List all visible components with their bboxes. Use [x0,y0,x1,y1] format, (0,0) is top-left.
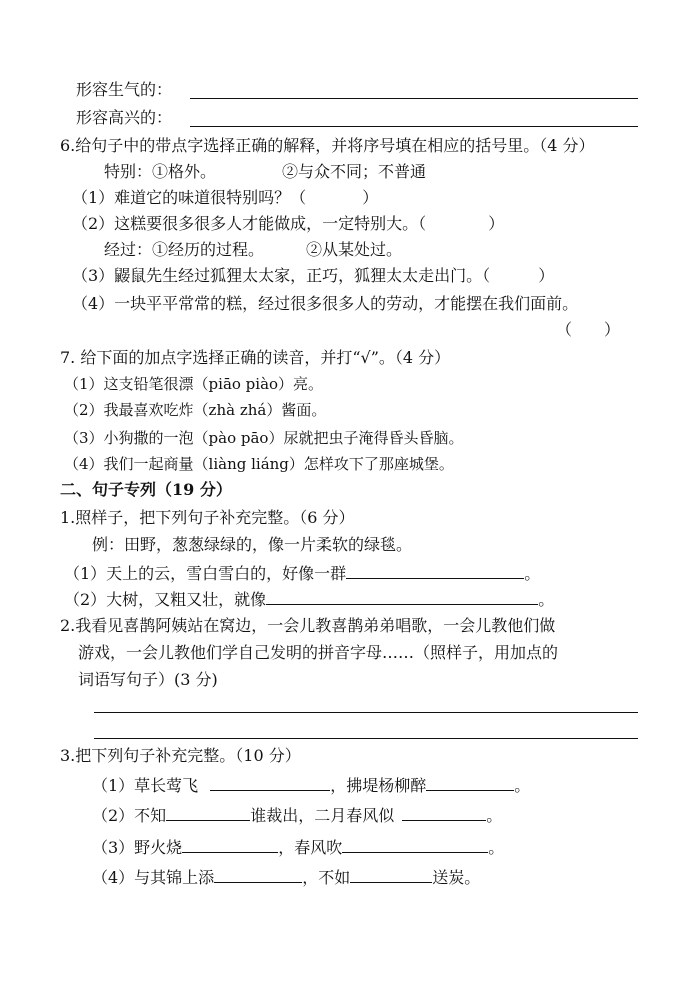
blank-1-2[interactable] [266,588,538,605]
blank-3-1a[interactable] [210,774,330,791]
sentence-3-3: （3）野火烧 ，春风吹 。 [92,838,505,857]
answer-line-angry[interactable] [190,98,638,99]
question-6-3: （3）鼹鼠先生经过狐狸太太家，正巧，狐狸太太走出门。（ ） [72,266,555,285]
sentence-2-line-3: 词语写句子）(3 分) [78,670,218,689]
question-7-3: （3）小狗撒的一泡（pào pāo）尿就把虫子淹得昏头昏脑。 [64,429,464,447]
question-7-4: （4）我们一起商量（liàng liáng）怎样攻下了那座城堡。 [64,455,454,473]
sentence-1-1: （1）天上的云，雪白雪白的，好像一群 。 [64,564,541,583]
tebie-definition-1: 特别：①格外。 [104,162,217,181]
section-2-heading: 二、句子专列（19 分） [60,480,232,499]
blank-1-1[interactable] [346,562,524,579]
describe-angry-label: 形容生气的： [76,80,173,99]
blank-3-4a[interactable] [214,866,302,883]
question-6-2: （2）这糕要很多很多人才能做成，一定特别大。（ ） [72,214,505,233]
blank-3-3a[interactable] [182,836,278,853]
describe-happy-label: 形容高兴的： [76,108,173,127]
blank-3-3b[interactable] [342,836,488,853]
jingguo-definition-2: ②从某处过。 [306,240,403,259]
question-7-heading: 7. 给下面的加点字选择正确的读音，并打“√”。（4 分） [60,348,451,367]
answer-paren-6-4[interactable]: （ ） [556,320,621,339]
sentence-3-1: （1）草长莺飞 ，拂堤杨柳醉 。 [92,776,531,795]
writing-line-2[interactable] [94,738,638,739]
question-6-1: （1）难道它的味道很特别吗？（ ） [72,188,379,207]
answer-line-happy[interactable] [190,126,638,127]
sentence-1-example: 例：田野，葱葱绿绿的，像一片柔软的绿毯。 [92,535,413,554]
blank-3-2a[interactable] [166,804,250,821]
question-7-2: （2）我最喜欢吃炸（zhà zhá）酱面。 [64,401,327,419]
question-6-4: （4）一块平平常常的糕，经过很多很多人的劳动，才能摆在我们面前。 [72,294,579,313]
sentence-1-heading: 1.照样子，把下列句子补充完整。（6 分） [60,508,355,527]
tebie-definition-2: ②与众不同；不普通 [282,162,427,181]
question-6-heading: 6.给句子中的带点字选择正确的解释，并将序号填在相应的括号里。（4 分） [60,136,595,155]
jingguo-definition-1: 经过：①经历的过程。 [104,240,265,259]
blank-3-1b[interactable] [426,774,514,791]
sentence-3-heading: 3.把下列句子补充完整。（10 分） [60,746,301,765]
sentence-2-line-1: 2.我看见喜鹊阿姨站在窝边，一会儿教喜鹊弟弟唱歌，一会儿教他们做 [60,616,556,635]
sentence-2-line-2: 游戏，一会儿教他们学自己发明的拼音字母……（照样子，用加点的 [78,643,559,662]
question-7-1: （1）这支铅笔很漂（piāo piào）亮。 [64,375,324,393]
blank-3-2b[interactable] [402,804,486,821]
sentence-3-4: （4）与其锦上添 ，不如 送炭。 [92,868,481,887]
sentence-3-2: （2）不知 谁裁出，二月春风似 。 [92,806,503,825]
sentence-1-2: （2）大树，又粗又壮，就像 。 [64,590,555,609]
writing-line-1[interactable] [94,712,638,713]
blank-3-4b[interactable] [350,866,432,883]
